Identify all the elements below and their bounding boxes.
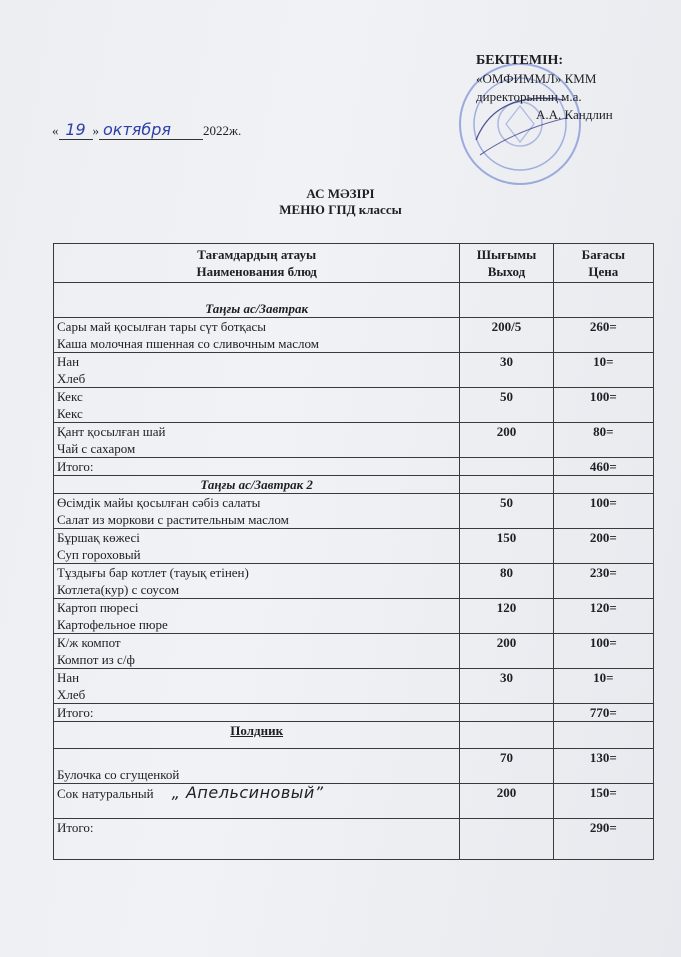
header-price: Бағасы Цена bbox=[553, 244, 653, 283]
table-row: Бұршақ көжесі Суп гороховый 150 200= bbox=[54, 529, 654, 564]
menu-title bbox=[0, 186, 681, 218]
table-row: Қант қосылған шай Чай с сахаром 200 80= bbox=[54, 423, 654, 458]
total-row: Итого: 460= bbox=[54, 458, 654, 476]
header-output: Шығымы Выход bbox=[460, 244, 553, 283]
table-row: К/ж компот Компот из с/ф 200 100= bbox=[54, 634, 654, 669]
section-title: Полдник bbox=[54, 722, 460, 749]
section-row-breakfast bbox=[54, 283, 654, 318]
section-row-breakfast-2 bbox=[54, 476, 654, 494]
date-open-quote: « bbox=[52, 123, 59, 138]
approval-position: директорының м.а. bbox=[476, 89, 582, 104]
date-year: 2022ж. bbox=[203, 123, 242, 138]
header-name: Тағамдардың атауы Наименования блюд bbox=[54, 244, 460, 283]
document-date bbox=[52, 120, 241, 140]
section-row-snack bbox=[54, 722, 654, 749]
date-day: 19 bbox=[59, 120, 93, 140]
title-line-kz: АС МӘЗІРІ bbox=[306, 186, 375, 201]
table-header-row bbox=[54, 244, 654, 283]
table-row: Тұздығы бар котлет (тауық етінен) Котлета(кур) с соусом 80 230= bbox=[54, 564, 654, 599]
section-title: Таңғы ас/Завтрак bbox=[54, 283, 460, 318]
total-row: Итого: 290= bbox=[54, 819, 654, 860]
title-line-ru: МЕНЮ ГПД классы bbox=[279, 202, 402, 217]
date-close-quote: » bbox=[92, 123, 99, 138]
approval-title: БЕКІТЕМІН: bbox=[476, 53, 564, 68]
table-row: Булочка со сгущенкой 70 130= bbox=[54, 749, 654, 784]
menu-table bbox=[53, 243, 654, 860]
table-row: Өсімдік майы қосылған сәбіз салаты Салат из моркови с растительным маслом 50 100= bbox=[54, 494, 654, 529]
handwritten-note: „ Апельсиновый” bbox=[171, 783, 324, 802]
table-row: Сок натуральный „ Апельсиновый” 200 150= bbox=[54, 784, 654, 819]
table-row: Нан Хлеб 30 10= bbox=[54, 669, 654, 704]
total-row: Итого: 770= bbox=[54, 704, 654, 722]
section-title: Таңғы ас/Завтрак 2 bbox=[54, 476, 460, 494]
table-row: Нан Хлеб 30 10= bbox=[54, 353, 654, 388]
table-row: Кекс Кекс 50 100= bbox=[54, 388, 654, 423]
approval-org: «ОМФИММЛ» КММ bbox=[476, 71, 597, 86]
table-row: Картоп пюресі Картофельное пюре 120 120= bbox=[54, 599, 654, 634]
approval-name: А.А. Кандлин bbox=[536, 107, 613, 122]
table-row: Сары май қосылған тары сүт ботқасы Каша молочная пшенная со сливочным маслом 200/5 260= bbox=[54, 318, 654, 353]
date-month: октября bbox=[99, 120, 203, 140]
approval-block bbox=[476, 52, 613, 124]
